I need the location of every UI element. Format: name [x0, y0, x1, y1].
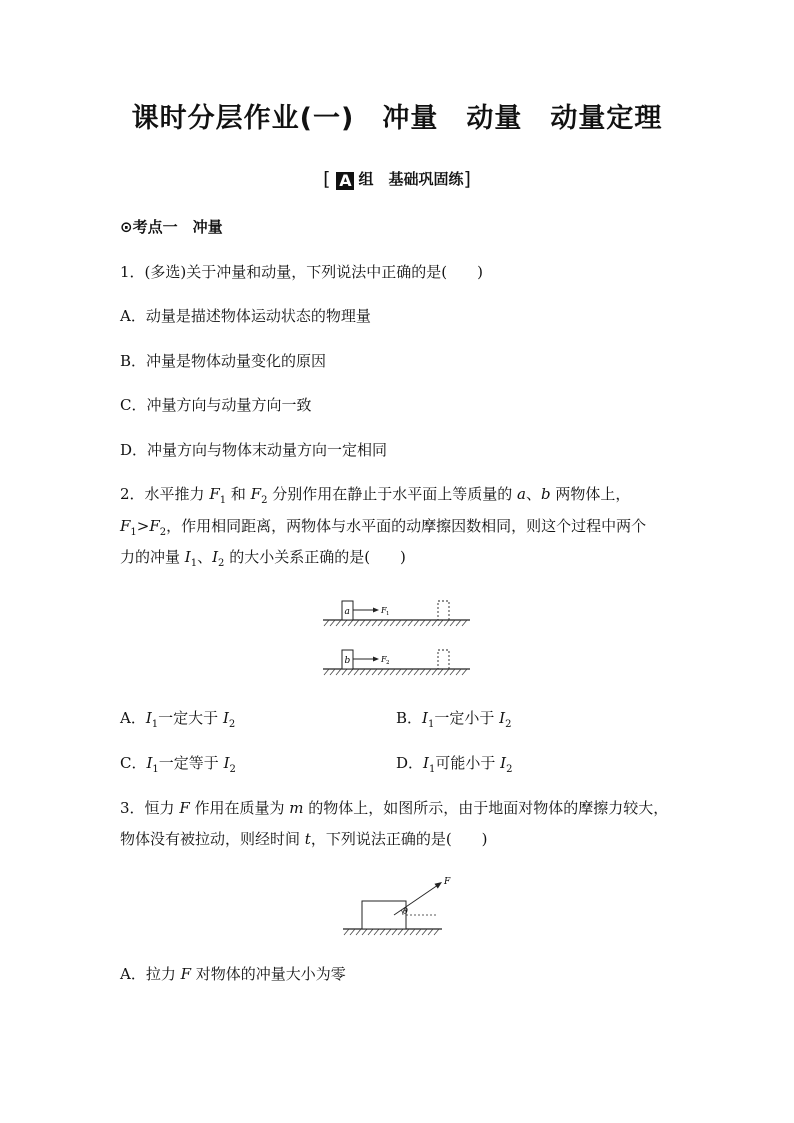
- svg-text:F: F: [381, 655, 387, 664]
- block-b-label: b: [344, 656, 351, 666]
- svg-text:2: 2: [386, 660, 390, 666]
- page-title: 课时分层作业(一) 冲量 动量 动量定理: [131, 103, 663, 134]
- ground-hatch-q3: [344, 929, 439, 935]
- q2-option-d: D．$I_1$可能小于 $I_2$: [396, 754, 513, 775]
- q3-stem-line2: 物体没有被拉动，则经时间 t，下列说法正确的是( ): [120, 830, 488, 848]
- q1-option-c: C．冲量方向与动量方向一致: [120, 396, 312, 414]
- q2-option-a: A．$I_1$一定大于 $I_2$: [120, 709, 236, 730]
- q2-option-b: B．$I_1$一定小于 $I_2$: [396, 709, 512, 730]
- q2-figure: [318, 596, 478, 678]
- q3-figure: [338, 872, 458, 940]
- bracket-close: ]: [463, 168, 471, 190]
- q2-stem-line1: 2．水平推力 $F_1$ 和 $F_2$ 分别作用在静止于水平面上等质量的 a、b 两物体上，: [120, 485, 631, 506]
- q3-block: [362, 901, 406, 929]
- q3-stem-line1: 3．恒力 F 作用在质量为 m 的物体上，如图所示，由于地面对物体的摩擦力较大，: [120, 799, 669, 817]
- ground-hatch-top: [324, 620, 467, 626]
- ground-hatch-bottom: [324, 669, 467, 675]
- block-a-label: a: [344, 607, 350, 617]
- q1-option-d: D．冲量方向与物体末动量方向一定相同: [120, 441, 388, 459]
- q1-stem: 1．(多选)关于冲量和动量，下列说法中正确的是( ): [120, 263, 483, 281]
- force-arrow-f: [394, 885, 438, 915]
- q1-option-a: A．动量是描述物体运动状态的物理量: [120, 307, 371, 325]
- block-a-final-dashed: [438, 601, 449, 620]
- group-letter-badge: A: [336, 172, 354, 190]
- target-icon: ⊙: [120, 218, 133, 236]
- group-label: 组 基础巩固练: [358, 170, 464, 188]
- q3-option-a: A．拉力 F 对物体的冲量大小为零: [120, 965, 346, 983]
- theta-label: θ: [403, 907, 408, 916]
- q1-option-b: B．冲量是物体动量变化的原因: [120, 352, 327, 370]
- q2-option-c: C．$I_1$一定等于 $I_2$: [120, 754, 236, 775]
- section-heading: [120, 216, 223, 237]
- section-heading-text: 考点一 冲量: [132, 218, 223, 236]
- block-b-final-dashed: [438, 650, 449, 669]
- force-label-f: F: [444, 877, 451, 887]
- svg-text:1: 1: [386, 611, 390, 617]
- q2-stem-line3: 力的冲量 $I_1$、$I_2$ 的大小关系正确的是( ): [120, 548, 406, 569]
- bracket-open: [: [323, 168, 331, 190]
- svg-text:F: F: [381, 606, 387, 615]
- group-header: [0, 168, 794, 190]
- q2-stem-line2: $F_1>F_2$，作用相同距离，两物体与水平面的动摩擦因数相同，则这个过程中两个: [120, 517, 647, 538]
